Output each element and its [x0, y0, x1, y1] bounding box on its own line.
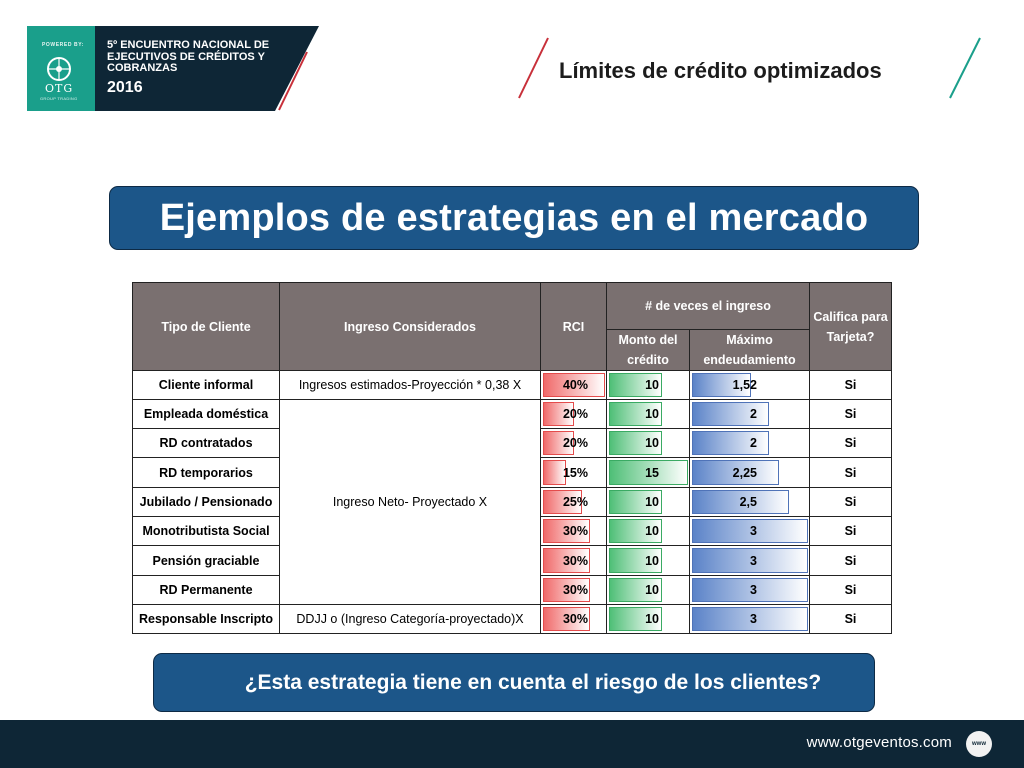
red-slash-divider — [519, 38, 548, 98]
cell-maximo — [690, 400, 810, 429]
cell-rci — [541, 458, 607, 488]
rci-value: 20% — [562, 407, 588, 421]
event-name: 5º ENCUENTRO NACIONAL DE EJECUTIVOS DE CRÉDITOS Y COBRANZAS — [107, 39, 270, 75]
cell-rci — [541, 371, 607, 400]
cell-monto — [607, 605, 690, 634]
header-califica-tarjeta: Califica para Tarjeta? — [810, 283, 892, 371]
footer-website-link[interactable]: www.otgeventos.com — [806, 734, 952, 751]
cell-tipo-cliente: Cliente informal — [133, 371, 280, 400]
header-monto-credito: Monto del crédito — [607, 330, 690, 371]
cell-califica: Si — [810, 605, 892, 634]
monto-value: 10 — [645, 524, 659, 538]
cell-rci — [541, 488, 607, 517]
monto-value: 10 — [645, 407, 659, 421]
cell-monto — [607, 488, 690, 517]
cell-rci — [541, 517, 607, 546]
cell-monto — [607, 576, 690, 605]
cell-maximo — [690, 458, 810, 488]
cell-tipo-cliente: RD Permanente — [133, 576, 280, 605]
rci-value: 40% — [562, 378, 588, 392]
monto-value: 10 — [645, 495, 659, 509]
cell-monto — [607, 429, 690, 458]
rci-value: 20% — [562, 436, 588, 450]
cell-maximo — [690, 488, 810, 517]
monto-value: 10 — [645, 583, 659, 597]
rci-value: 30% — [562, 612, 588, 626]
cell-rci — [541, 576, 607, 605]
header-maximo-endeudamiento: Máximo endeudamiento — [690, 330, 810, 371]
cell-tipo-cliente: Responsable Inscripto — [133, 605, 280, 634]
cell-tipo-cliente: Pensión graciable — [133, 546, 280, 576]
header-tipo-cliente: Tipo de Cliente — [133, 283, 280, 371]
cell-tipo-cliente: RD temporarios — [133, 458, 280, 488]
teal-slash-divider — [950, 38, 980, 98]
globe-www-icon: www — [966, 731, 992, 757]
cell-maximo — [690, 371, 810, 400]
otg-logo-text: OTG — [45, 82, 74, 95]
cell-califica: Si — [810, 429, 892, 458]
header-ingreso-considerados: Ingreso Considerados — [280, 283, 541, 371]
cell-califica: Si — [810, 371, 892, 400]
cell-ingreso: DDJJ o (Ingreso Categoría-proyectado)X — [280, 605, 541, 634]
cell-maximo — [690, 517, 810, 546]
brand-red-slash — [279, 52, 307, 110]
monto-value: 10 — [645, 378, 659, 392]
table-body — [133, 371, 892, 634]
maximo-value: 2 — [750, 407, 757, 421]
rci-value: 25% — [562, 495, 588, 509]
cell-maximo — [690, 429, 810, 458]
rci-value: 30% — [562, 524, 588, 538]
strategies-banner-text: Ejemplos de estrategias en el mercado — [159, 196, 869, 239]
monto-value: 10 — [645, 553, 659, 568]
credit-strategy-table — [132, 282, 892, 634]
rci-value: 15% — [562, 465, 588, 480]
strategies-banner — [109, 186, 919, 250]
monto-value: 10 — [645, 612, 659, 626]
monto-value: 15 — [645, 465, 659, 480]
cell-monto — [607, 400, 690, 429]
cell-ingreso-neto-group: Ingreso Neto- Proyectado X — [280, 400, 541, 605]
cell-califica: Si — [810, 546, 892, 576]
table-row — [133, 400, 892, 429]
cell-califica: Si — [810, 400, 892, 429]
cell-rci — [541, 605, 607, 634]
monto-value: 10 — [645, 436, 659, 450]
maximo-value: 2 — [750, 436, 757, 450]
cell-rci — [541, 429, 607, 458]
footer-bar — [0, 720, 1024, 768]
header-rci: RCI — [541, 283, 607, 371]
question-banner-text: ¿Esta estrategia tiene en cuenta el riesgo de los clientes? — [244, 670, 822, 694]
table-row — [133, 605, 892, 634]
cell-monto — [607, 517, 690, 546]
event-year: 2016 — [107, 79, 143, 96]
cell-maximo — [690, 576, 810, 605]
maximo-value: 3 — [750, 583, 757, 597]
slide-title: Límites de crédito optimizados — [559, 58, 882, 83]
cell-tipo-cliente: Jubilado / Pensionado — [133, 488, 280, 517]
maximo-value: 1,52 — [732, 378, 757, 392]
question-banner — [153, 653, 875, 712]
cell-califica: Si — [810, 488, 892, 517]
maximo-value: 2,25 — [732, 465, 757, 480]
header-veces-ingreso: # de veces el ingreso — [607, 283, 810, 330]
cell-monto — [607, 546, 690, 576]
powered-by-label: POWERED BY: — [42, 42, 85, 48]
cell-tipo-cliente: RD contratados — [133, 429, 280, 458]
cell-rci — [541, 400, 607, 429]
cell-monto — [607, 371, 690, 400]
rci-value: 30% — [562, 583, 588, 597]
cell-rci — [541, 546, 607, 576]
maximo-value: 3 — [750, 612, 757, 626]
cell-tipo-cliente: Monotributista Social — [133, 517, 280, 546]
cell-califica: Si — [810, 458, 892, 488]
cell-califica: Si — [810, 517, 892, 546]
cell-monto — [607, 458, 690, 488]
maximo-value: 2,5 — [739, 495, 757, 509]
cell-tipo-cliente: Empleada doméstica — [133, 400, 280, 429]
maximo-value: 3 — [750, 524, 757, 538]
cell-maximo — [690, 605, 810, 634]
otg-logo-subtext: GROUP TRADING — [40, 96, 78, 101]
table-row — [133, 371, 892, 400]
rci-value: 30% — [562, 553, 588, 568]
maximo-value: 3 — [750, 553, 757, 568]
cell-califica: Si — [810, 576, 892, 605]
cell-ingreso: Ingresos estimados-Proyección * 0,38 X — [280, 371, 541, 400]
cell-maximo — [690, 546, 810, 576]
